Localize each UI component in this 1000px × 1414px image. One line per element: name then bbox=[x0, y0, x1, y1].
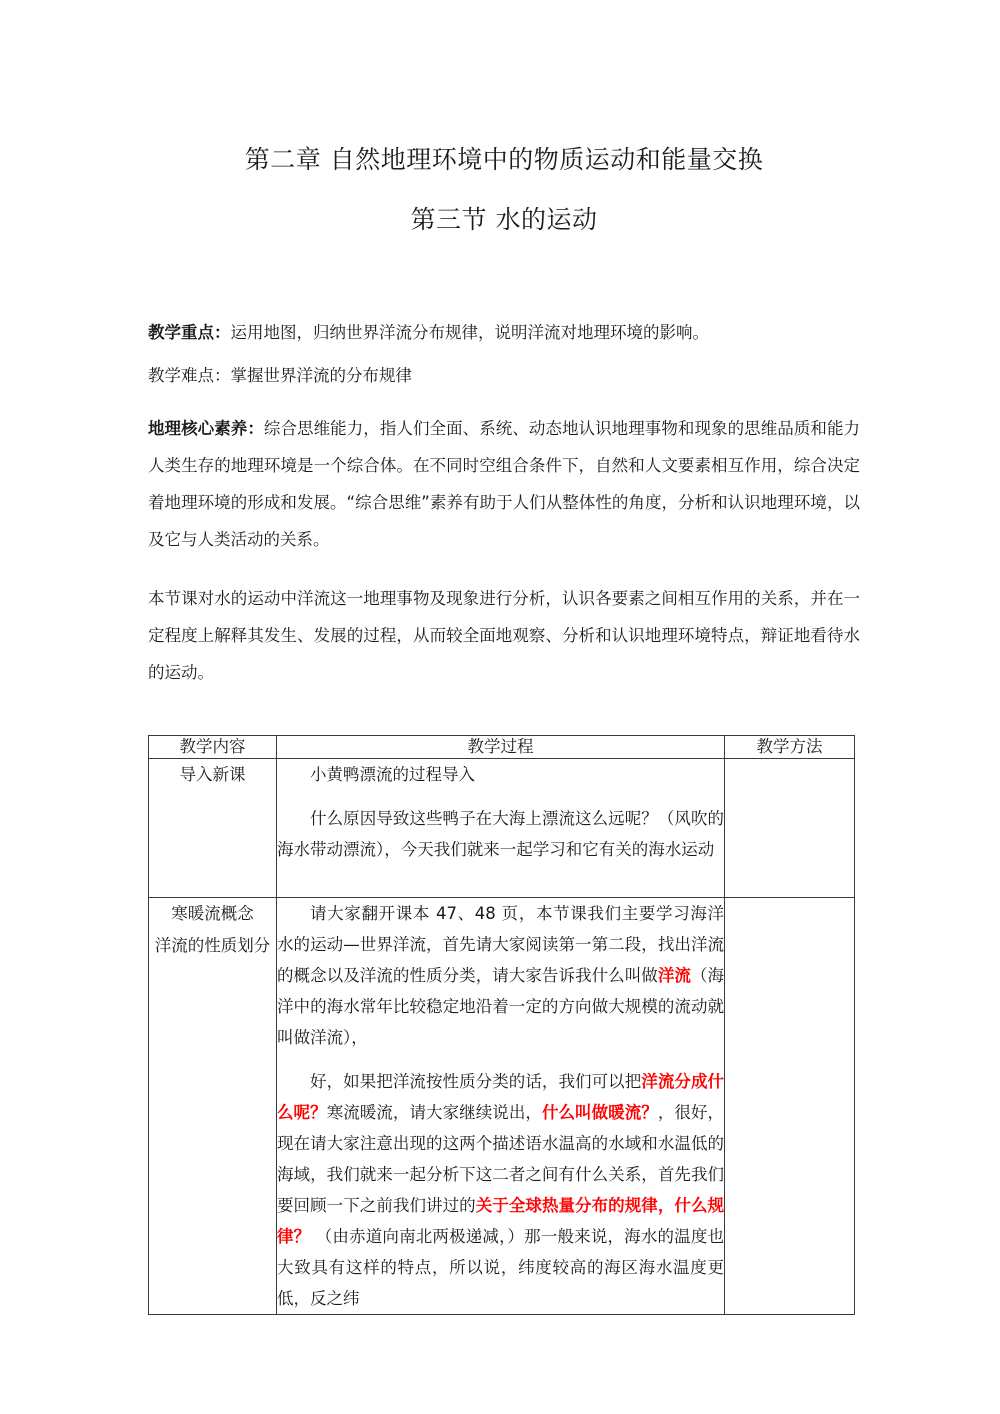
row2-p1-part-a: 请大家翻开课本 47、48 页，本节课我们主要学习海洋水的运动—世界洋流，首先请大家阅读第一第二段，找出洋流的概念以及洋流的性质分类，请大家告诉我什么叫做 bbox=[277, 904, 724, 985]
row2-p2-highlight-warm-current-question: 什么叫做暖流？ bbox=[541, 1103, 658, 1122]
table-header-method: 教学方法 bbox=[725, 736, 855, 759]
row2-p2-highlight-classification-question: 洋流分成什么呢？ bbox=[277, 1072, 724, 1122]
row2-content-line-1: 寒暖流概念 bbox=[171, 904, 254, 923]
row2-method-cell bbox=[725, 898, 855, 1315]
key-point-label: 教学重点： bbox=[148, 323, 231, 342]
row1-content-cell: 导入新课 bbox=[149, 759, 277, 898]
row1-method-cell bbox=[725, 759, 855, 898]
table-row bbox=[149, 898, 855, 1315]
lesson-plan-table bbox=[148, 735, 855, 1315]
row2-process-paragraph-2 bbox=[277, 1066, 724, 1314]
document-title-chapter: 第二章 自然地理环境中的物质运动和能量交换 bbox=[244, 145, 764, 174]
core-literacy-label: 地理核心素养： bbox=[148, 419, 264, 438]
key-point-paragraph bbox=[148, 314, 860, 351]
document-title-section: 第三节 水的运动 bbox=[410, 205, 598, 234]
table-header-process: 教学过程 bbox=[277, 736, 725, 759]
row2-content-line-2: 洋流的性质划分 bbox=[154, 936, 271, 955]
row2-process-cell bbox=[277, 898, 725, 1315]
table-header-row bbox=[149, 736, 855, 759]
core-literacy-paragraph bbox=[148, 410, 860, 558]
table-header-content: 教学内容 bbox=[149, 736, 277, 759]
row2-p1-part-b: （海洋中的海水常年比较稳定地沿着一定的方向做大规模的流动就叫做洋流）， bbox=[277, 966, 725, 1047]
row2-process-paragraph-1 bbox=[277, 898, 724, 1053]
row2-content-cell bbox=[149, 898, 277, 1315]
difficulty-label: 教学难点： bbox=[148, 366, 231, 385]
row2-p2-part-b: 寒流暖流，请大家继续说出， bbox=[326, 1103, 542, 1122]
row2-p2-part-c: ，很好，现在请大家注意出现的这两个描述语水温高的水域和水温低的海域，我们就来一起分析下这二者之间有什么关系，首先我们要回顾一下之前我们讲过的 bbox=[277, 1103, 725, 1215]
difficulty-paragraph bbox=[148, 357, 860, 394]
core-literacy-text: 综合思维能力，指人们全面、系统、动态地认识地理事物和现象的思维品质和能力人类生存的地理环境是一个综合体。在不同时空组合条件下，自然和人文要素相互作用，综合决定着地理环境的形成和发展。“综合思维”素养有助于人们从整体性的角度，分析和认识地理环境，以及它与人类活动的关系。 bbox=[148, 419, 861, 549]
row2-p2-part-a: 好，如果把洋流按性质分类的话，我们可以把 bbox=[310, 1072, 642, 1091]
difficulty-text: 掌握世界洋流的分布规律 bbox=[230, 366, 412, 385]
row1-process-cell bbox=[277, 759, 725, 898]
key-point-text: 运用地图，归纳世界洋流分布规律，说明洋流对地理环境的影响。 bbox=[230, 323, 709, 342]
row1-process-paragraph-1: 小黄鸭漂流的过程导入 bbox=[310, 765, 475, 784]
document-content bbox=[148, 0, 860, 1315]
lesson-overview-paragraph: 本节课对水的运动中洋流这一地理事物及现象进行分析，认识各要素之间相互作用的关系，并在一定程度上解释其发生、发展的过程，从而较全面地观察、分析和认识地理环境特点，辩证地看待水的运动。 bbox=[148, 589, 860, 682]
table-row bbox=[149, 759, 855, 898]
row2-p1-highlight-ocean-current: 洋流 bbox=[657, 966, 691, 985]
row2-p2-highlight-heat-distribution-question: 关于全球热量分布的规律，什么规律？ bbox=[277, 1196, 725, 1246]
row1-process-paragraph-2: 什么原因导致这些鸭子在大海上漂流这么远呢？（风吹的海水带动漂流），今天我们就来一起学习和它有关的海水运动 bbox=[277, 809, 724, 859]
row2-p2-part-d: （由赤道向南北两极递减，）那一般来说，海水的温度也大致具有这样的特点，所以说，纬度较高的海区海水温度更低，反之纬 bbox=[277, 1227, 725, 1308]
